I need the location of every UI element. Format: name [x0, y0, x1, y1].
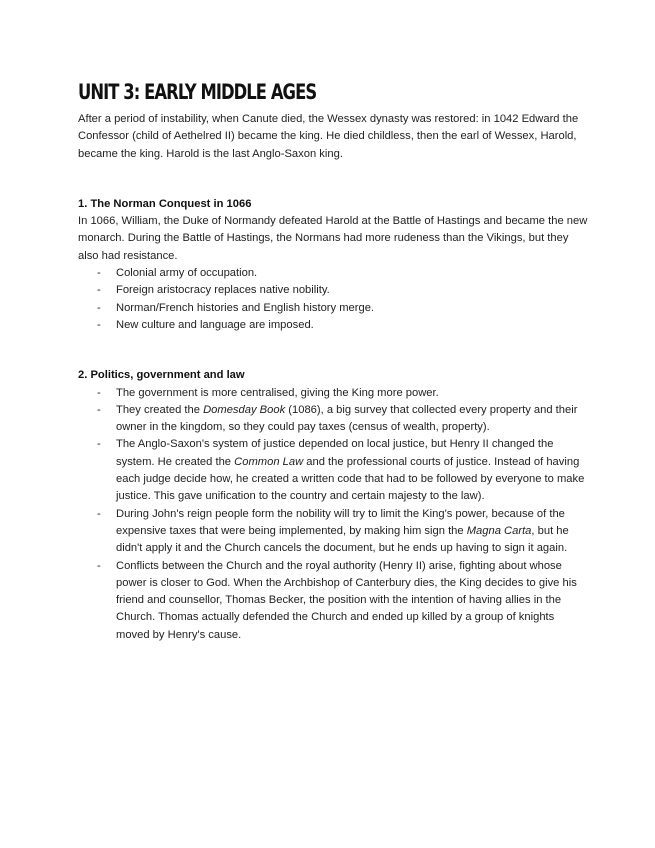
section-paragraph: In 1066, William, the Duke of Normandy defeated Harold at the Battle of Hastings and became the new monarch. During the Battle of Hastings, the Normans had more rudeness than the Vikings, but they also had resistance.	[78, 215, 588, 262]
list-item: - New culture and language are imposed.	[116, 317, 588, 334]
magna-carta-term: Magna Carta	[466, 524, 532, 537]
list-item	[116, 506, 588, 558]
list-item: - Colonial army of occupation.	[116, 265, 588, 282]
section-politics-government-law	[78, 367, 588, 644]
list-item-text: (1086), a big survey that collected every property and their owner in the kingdom, so they could pay taxes (census of wealth, property).	[116, 403, 578, 434]
list-item-text: , but he didn't apply it and the Church cancels the document, but he ends up having to sign it again.	[116, 524, 569, 555]
list-item	[116, 402, 588, 437]
list-item-text: During John's reign people form the nobility will try to limit the King's power, because of the expensive taxes that were being implemented, by making him sign the	[116, 507, 565, 537]
bullet-list	[78, 385, 588, 644]
intro-paragraph: After a period of instability, when Canute died, the Wessex dynasty was restored: in 1042 Edward the Confessor (child of Aethelred II) became the king. He died childless, then the earl of Wessex, Harold, became the king. Harold is the last Anglo-Saxon king.	[78, 113, 579, 160]
list-item: - Foreign aristocracy replaces native nobility.	[116, 282, 588, 299]
list-item-text: They created the	[116, 403, 204, 416]
bullet-list	[78, 265, 588, 334]
document-page	[78, 80, 588, 644]
domesday-book-term: Domesday Book	[203, 403, 286, 416]
list-item-text: and the professional courts of justice. Instead of having each judge decide how, he created a written code that had to be followed by everyone to make justice. This gave unification to the country and certain majesty to the law).	[116, 455, 585, 503]
list-item	[116, 436, 588, 505]
list-item: - Conflicts between the Church and the royal authority (Henry II) arise, fighting about whose power is closer to God. When the Archbishop of Canterbury dies, the King decides to give his friend and counsellor, Thomas Becker, the position with the intention of having allies in the Church. Thomas actually defended the Church and ended up killed by a group of knights moved by Henry's cause.	[116, 558, 588, 644]
list-item: - Norman/French histories and English history merge.	[116, 300, 588, 317]
section-norman-conquest	[78, 196, 588, 334]
common-law-term: Common Law	[234, 455, 304, 468]
page-title: UNIT 3: EARLY MIDDLE AGES	[78, 80, 317, 104]
section-heading: 1. The Norman Conquest in 1066	[78, 197, 252, 210]
section-heading: 2. Politics, government and law	[78, 369, 245, 382]
list-item: - The government is more centralised, giving the King more power.	[116, 385, 588, 402]
list-item-text: The Anglo-Saxon's system of justice depended on local justice, but Henry II changed the system. He created the	[116, 438, 554, 468]
